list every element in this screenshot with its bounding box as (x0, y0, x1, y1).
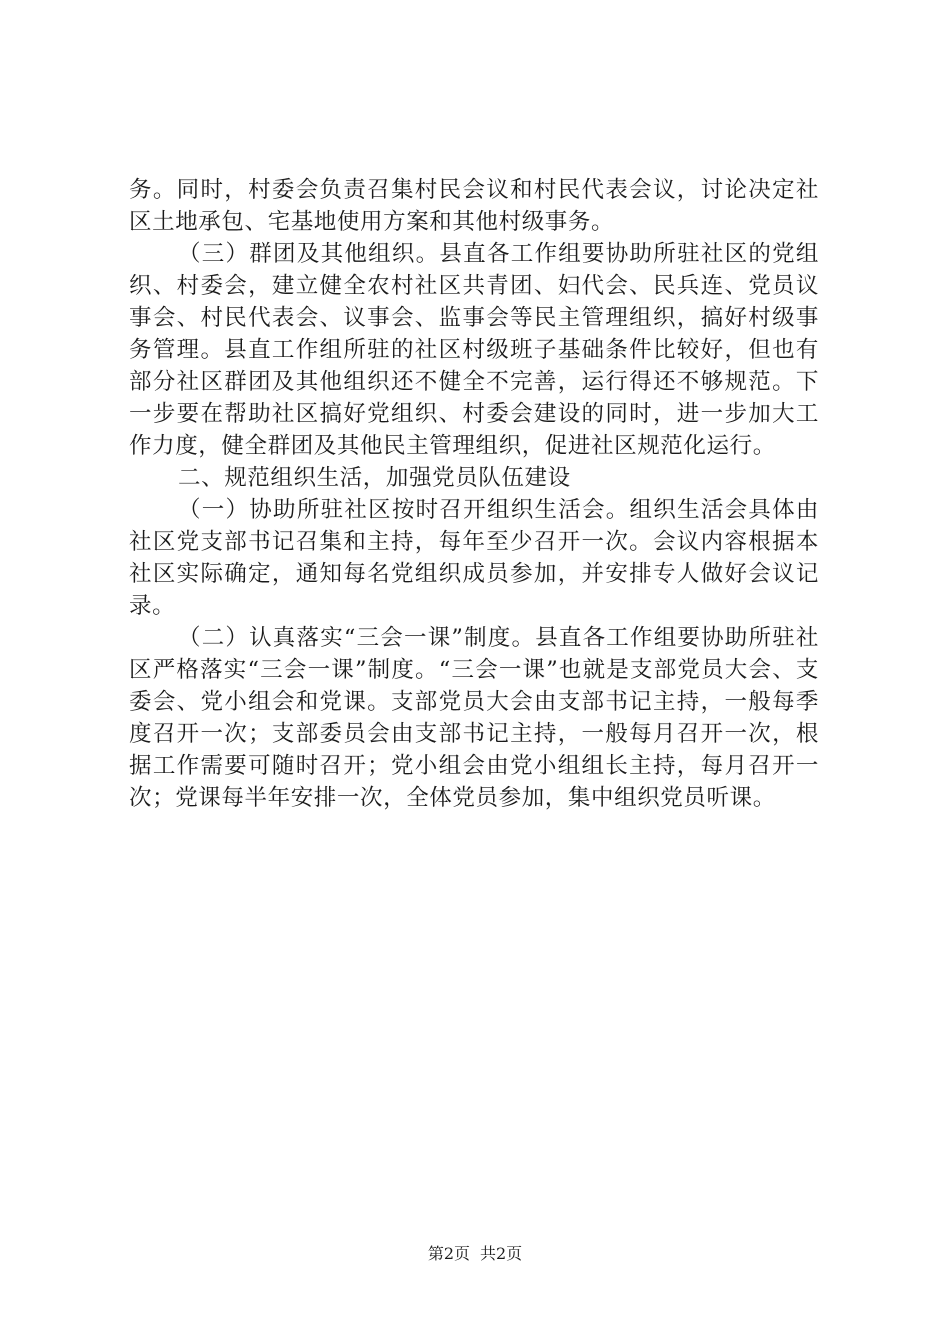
paragraph-mass-organizations: （三）群团及其他组织。县直各工作组要协助所驻社区的党组织、村委会，建立健全农村社区共青团、妇代会、民兵连、党员议事会、村民代表会、议事会、监事会等民主管理组织，搞好村级事务管理。县直工作组所驻的社区村级班子基础条件比较好，但也有部分社区群团及其他组织还不健全不完善，运行得还不够规范。下一步要在帮助社区搞好党组织、村委会建设的同时，进一步加大工作力度，健全群团及其他民主管理组织，促进社区规范化运行。 (129, 241, 819, 459)
page-number-total: 共2页 (480, 1244, 523, 1263)
paragraph-life-meetings: （一）协助所驻社区按时召开组织生活会。组织生活会具体由社区党支部书记召集和主持，每年至少召开一次。会议内容根据本社区实际确定，通知每名党组织成员参加，并安排专人做好会议记录。 (129, 497, 819, 619)
document-body (129, 174, 819, 814)
paragraph-continuation: 务。同时，村委会负责召集村民会议和村民代表会议，讨论决定社区土地承包、宅基地使用方案和其他村级事务。 (129, 177, 819, 235)
page-number-current: 第2页 (427, 1244, 470, 1263)
page-footer (0, 1243, 950, 1265)
paragraph-three-meetings-one-lesson: （二）认真落实“三会一课”制度。县直各工作组要协助所驻社区严格落实“三会一课”制度。“三会一课”也就是支部党员大会、支委会、党小组会和党课。支部党员大会由支部书记主持，一般每季度召开一次；支部委员会由支部书记主持，一般每月召开一次，根据工作需要可随时召开；党小组会由党小组组长主持，每月召开一次；党课每半年安排一次，全体党员参加，集中组织党员听课。 (129, 625, 819, 811)
section-heading-organizational-life: 二、规范组织生活，加强党员队伍建设 (178, 465, 571, 491)
